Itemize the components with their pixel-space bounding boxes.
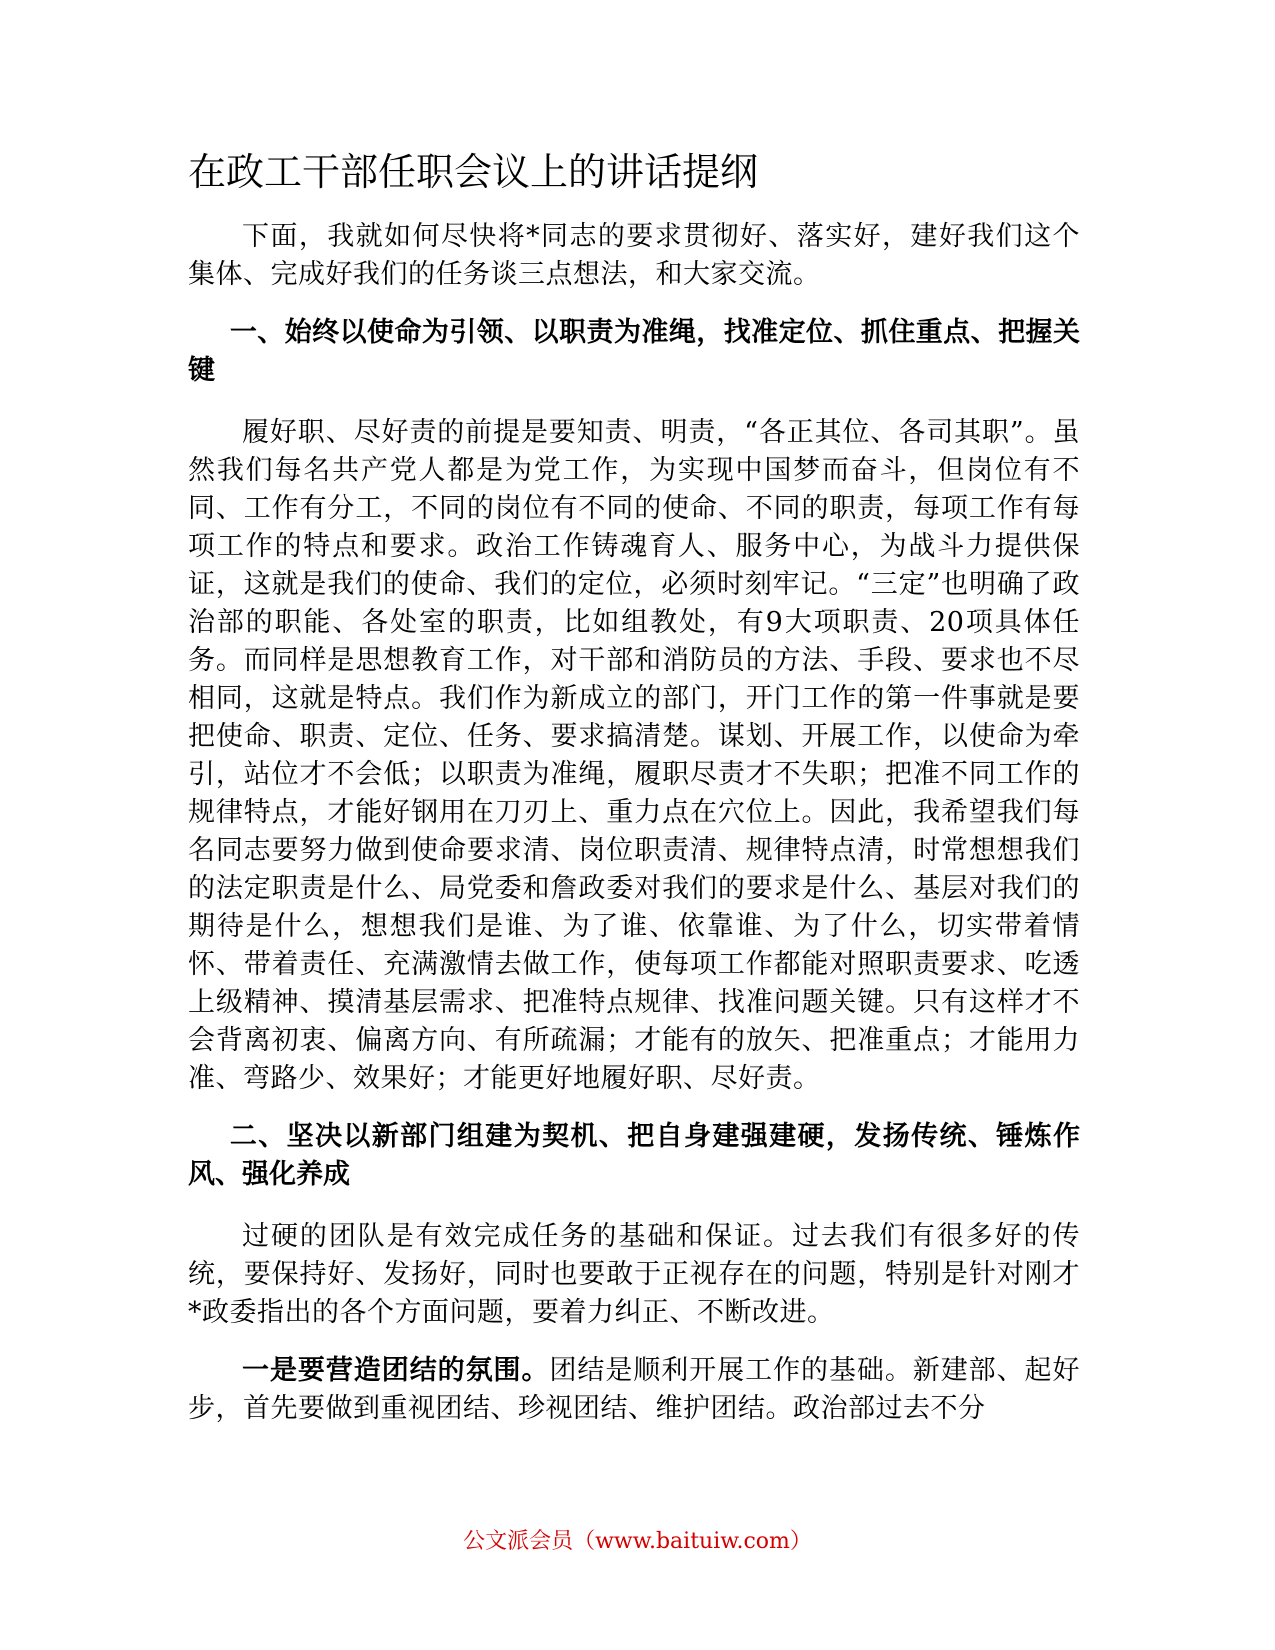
point-1-lead: 一是要营造团结的氛围。	[242, 1355, 550, 1386]
document-title: 在政工干部任职会议上的讲话提纲	[188, 150, 759, 194]
section-1-heading: 一、始终以使命为引领、以职责为准绳，找准定位、抓住重点、把握关键	[188, 317, 1080, 386]
section-1-paragraph: 履好职、尽好责的前提是要知责、明责，“各正其位、各司其职”。虽然我们每名共产党人都是为党工作，为实现中国梦而奋斗，但岗位有不同、工作有分工，不同的岗位有不同的使命、不同的职责，每项工作有每项工作的特点和要求。政治工作铸魂育人、服务中心，为战斗力提供保证，这就是我们的使命、我们的定位，必须时刻牢记。“三定”也明确了政治部的职能、各处室的职责，比如组教处，有9大项职责、20项具体任务。而同样是思想教育工作，对干部和消防员的方法、手段、要求也不尽相同，这就是特点。我们作为新成立的部门，开门工作的第一件事就是要把使命、职责、定位、任务、要求搞清楚。谋划、开展工作，以使命为牵引，站位才不会低；以职责为准绳，履职尽责才不失职；把准不同工作的规律特点，才能好钢用在刀刃上、重力点在穴位上。因此，我希望我们每名同志要努力做到使命要求清、岗位职责清、规律特点清，时常想想我们的法定职责是什么、局党委和詹政委对我们的要求是什么、基层对我们的期待是什么，想想我们是谁、为了谁、依靠谁、为了什么，切实带着情怀、带着责任、充满激情去做工作，使每项工作都能对照职责要求、吃透上级精神、摸清基层需求、把准特点规律、找准问题关键。只有这样才不会背离初衷、偏离方向、有所疏漏；才能有的放矢、把准重点；才能用力准、弯路少、效果好；才能更好地履好职、尽好责。	[188, 417, 1080, 1094]
section-2-paragraph: 过硬的团队是有效完成任务的基础和保证。过去我们有很多好的传统，要保持好、发扬好，同时也要敢于正视存在的问题，特别是针对刚才*政委指出的各个方面问题，要着力纠正、不断改进。	[188, 1221, 1080, 1328]
section-2-heading: 二、坚决以新部门组建为契机、把自身建强建硬，发扬传统、锤炼作风、强化养成	[188, 1121, 1080, 1190]
point-1-paragraph	[188, 1352, 1080, 1428]
document-body	[188, 148, 1080, 1448]
point-1-text: 团结是顺利开展工作的基础。新建部、起好步，首先要做到重视团结、珍视团结、维护团结。政治部过去不分	[188, 1355, 1081, 1424]
intro-paragraph: 下面，我就如何尽快将*同志的要求贯彻好、落实好，建好我们这个集体、完成好我们的任务谈三点想法，和大家交流。	[188, 221, 1080, 290]
footer-watermark-link[interactable]: 公文派会员（www.baituiw.com）	[463, 1529, 812, 1554]
